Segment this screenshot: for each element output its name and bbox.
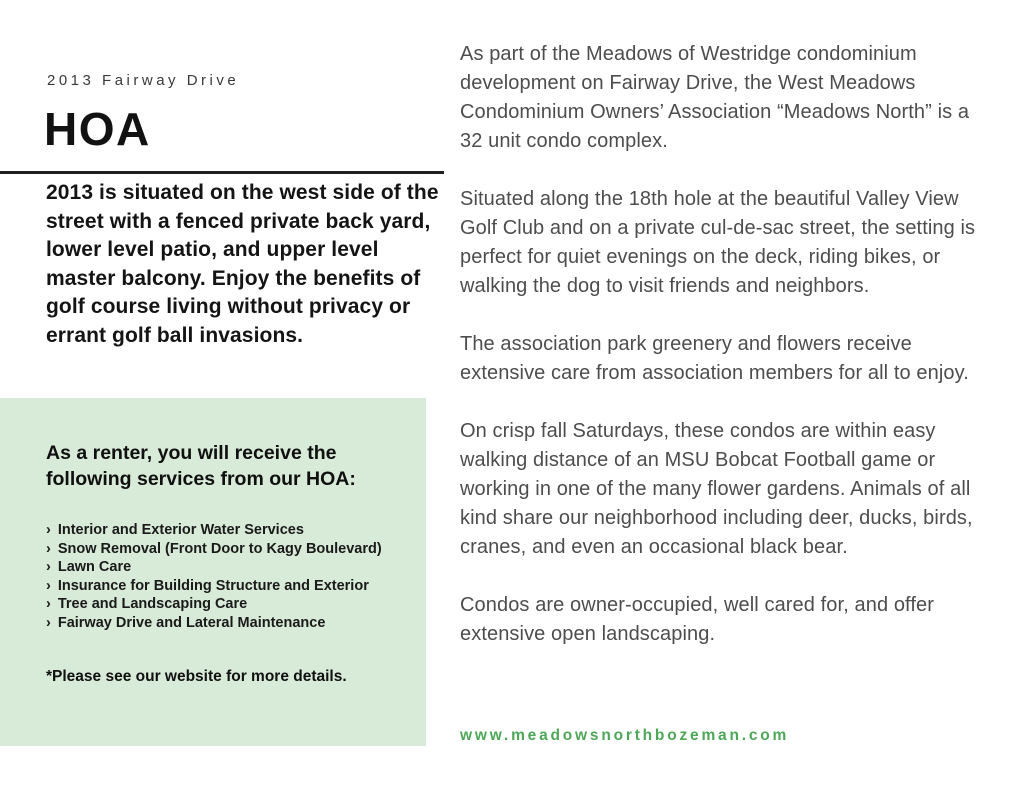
divider [0,171,444,174]
paragraph-activities: On crisp fall Saturdays, these condos are within easy walking distance of an MSU Bobcat Football game or working in one of the many flower gardens. Animals of all kind share our neighborhood including deer, ducks, birds, cranes, and even an occasional black bear. [460,420,973,558]
page-title: HOA [44,103,151,155]
service-item-label: Fairway Drive and Lateral Maintenance [57,614,326,631]
paragraph-location: Situated along the 18th hole at the beautiful Valley View Golf Club and on a private cul-de-sac street, the setting is perfect for quiet evenings on the deck, riding bikes, or walking the dog to visit friends and neighbors. [460,188,976,297]
website-footnote: *Please see our website for more details. [46,668,347,685]
chevron-bullet-icon: › [46,577,51,594]
paragraph-overview: As part of the Meadows of Westridge condominium development on Fairway Drive, the West Meadows Condominium Owners’ Association “Meadows North” is a 32 unit condo complex. [460,43,970,152]
chevron-bullet-icon: › [46,614,51,631]
chevron-bullet-icon: › [46,559,51,575]
chevron-bullet-icon: › [46,522,51,538]
service-item-label: Snow Removal (Front Door to Kagy Boulevard) [57,540,382,557]
service-item [46,595,400,614]
chevron-bullet-icon: › [46,596,51,612]
service-item [46,521,400,540]
service-item-label: Lawn Care [57,559,132,575]
property-description: 2013 is situated on the west side of the street with a fenced private back yard, lower level patio, and upper level master balcony. Enjoy the benefits of golf course living without privacy or errant golf ball invasions. [46,181,439,347]
service-item [46,540,400,559]
renter-services-box [0,398,426,746]
paragraph-greenery: The association park greenery and flowers receive extensive care from association members for all to enjoy. [460,333,969,384]
chevron-bullet-icon: › [46,540,51,557]
paragraph-condos: Condos are owner-occupied, well cared for, and offer extensive open landscaping. [460,594,934,645]
service-item-label: Tree and Landscaping Care [57,596,248,612]
description-column [460,40,977,678]
service-item-label: Insurance for Building Structure and Exterior [57,577,369,594]
property-address: 2013 Fairway Drive [47,72,240,89]
service-item [46,614,400,633]
services-heading: As a renter, you will receive the following services from our HOA: [46,442,356,490]
service-item-label: Interior and Exterior Water Services [57,522,304,538]
service-item [46,577,400,596]
service-item [46,558,400,577]
services-list [46,521,400,632]
website-url[interactable]: www.meadowsnorthbozeman.com [460,727,790,744]
